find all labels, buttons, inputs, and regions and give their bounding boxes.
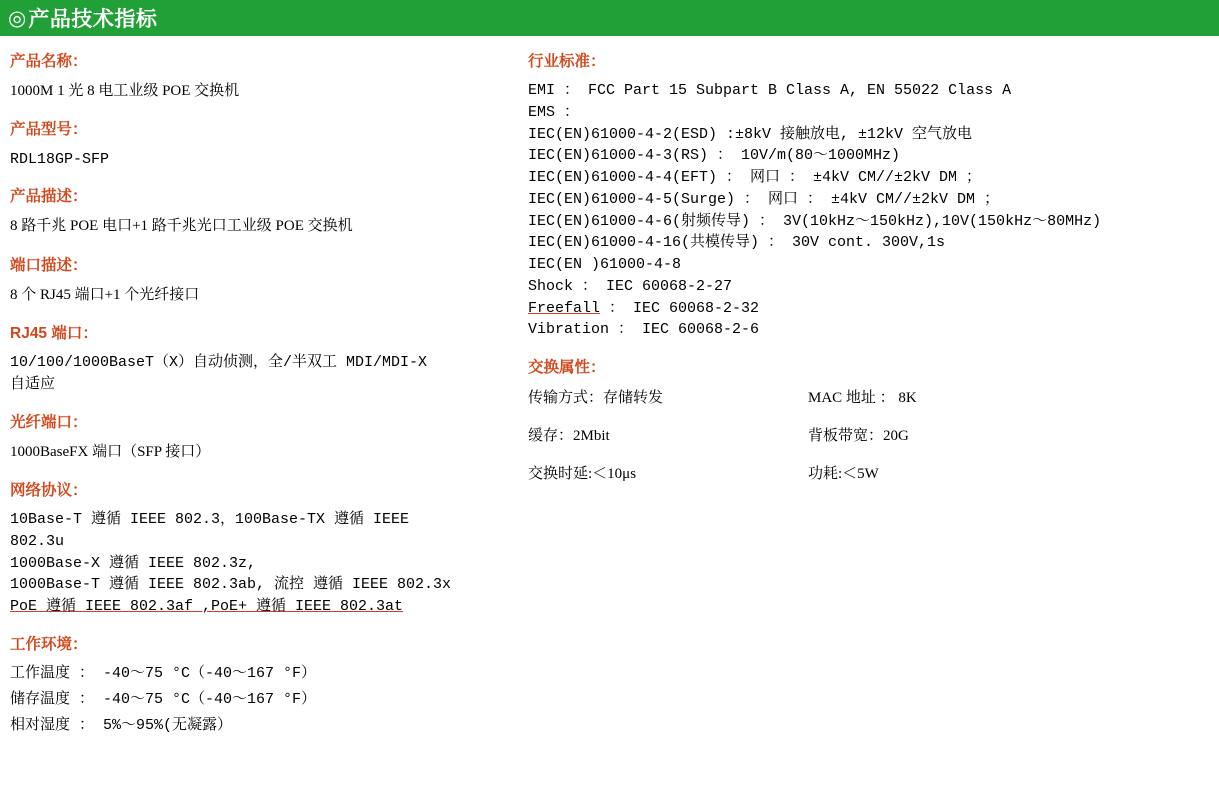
section-heading: 光纤端口：	[10, 413, 88, 431]
standards-term-freefall: Freefall	[528, 299, 601, 317]
section-heading: 产品描述：	[10, 188, 88, 206]
page-header-bar	[0, 0, 1219, 36]
section-port-description	[10, 256, 500, 307]
section-line: 802.3u	[10, 532, 65, 550]
attribute-cell: MAC 地址 ： 8K	[808, 390, 917, 407]
standards-line: EMI ： FCC Part 15 Subpart B Class A, EN 55022 Class A	[528, 82, 1012, 100]
section-fiber-port	[10, 413, 500, 464]
section-line: 1000Base-T 遵循 IEEE 802.3ab, 流控 遵循 IEEE 802.3x	[10, 576, 452, 594]
standards-line: IEC(EN)61000-4-3(RS) ： 10V/m(80～1000MHz)	[528, 147, 901, 165]
attribute-cell: 背板带宽：20G	[808, 428, 909, 445]
standards-line	[528, 298, 1198, 320]
section-product-name	[10, 52, 500, 103]
right-column	[528, 52, 1198, 502]
standards-line-rest: ： IEC 60068-2-32	[600, 299, 760, 317]
section-line: 自适应	[10, 375, 56, 393]
section-heading: 工作环境：	[10, 635, 88, 653]
section-heading: 端口描述：	[10, 256, 88, 274]
attribute-cell: 功耗:＜5W	[808, 466, 879, 483]
section-line: 8 路千兆 POE 电口+1 路千兆光口工业级 POE 交换机	[10, 218, 353, 235]
section-switch-attributes	[528, 358, 1198, 485]
attribute-cell: 交换时延:＜10μs	[528, 466, 637, 483]
section-line: 储存温度 ： -40～75 °C（-40～167 °F）	[10, 690, 317, 708]
standards-line: IEC(EN)61000-4-16(共模传导) ： 30V cont. 300V,1s	[528, 234, 946, 252]
section-heading: 行业标准：	[528, 53, 606, 70]
circle-mark-icon: ◎	[8, 5, 27, 30]
standards-line: Vibration ： IEC 60068-2-6	[528, 321, 760, 339]
section-heading: 产品型号：	[10, 121, 88, 139]
section-line: RDL18GP-SFP	[10, 150, 110, 168]
section-heading: 产品名称：	[10, 53, 88, 70]
section-heading: RJ45 端口：	[10, 325, 98, 343]
left-column	[10, 52, 500, 753]
section-product-model	[10, 120, 500, 170]
switch-attribute-grid	[528, 388, 1198, 485]
section-line: 相对湿度 ： 5%～95%(无凝露）	[10, 716, 233, 734]
section-line: 10/100/1000BaseT（X）自动侦测，全/半双工 MDI/MDI-X	[10, 354, 428, 372]
standards-line: IEC(EN )61000-4-8	[528, 256, 682, 274]
section-line: 8 个 RJ45 端口+1 个光纤接口	[10, 286, 200, 303]
attribute-cell: 传输方式：存储转发	[528, 390, 664, 407]
section-line: 1000M 1 光 8 电工业级 POE 交换机	[10, 83, 240, 100]
standards-line: IEC(EN)61000-4-4(EFT) ： 网口 ： ±4kV CM//±2kV DM ；	[528, 169, 982, 187]
page-title: 产品技术指标	[28, 8, 158, 31]
section-line: 10Base-T 遵循 IEEE 802.3，100Base-TX 遵循 IEEE	[10, 511, 410, 529]
standards-line: EMS ：	[528, 103, 580, 121]
section-line: PoE 遵循 IEEE 802.3af ,PoE+ 遵循 IEEE 802.3at	[10, 598, 404, 616]
attribute-cell: 缓存：2Mbit	[528, 428, 610, 445]
section-line: 1000Base-X 遵循 IEEE 802.3z,	[10, 554, 257, 572]
section-industry-standards	[528, 52, 1198, 341]
section-network-protocol	[10, 481, 500, 618]
section-operating-environment	[10, 635, 500, 736]
standards-line: IEC(EN)61000-4-6(射频传导) ： 3V(10kHz～150kHz),10V(150kHz～80MHz)	[528, 212, 1102, 230]
standards-line: IEC(EN)61000-4-2(ESD) :±8kV 接触放电, ±12kV 空气放电	[528, 125, 973, 143]
section-heading: 交换属性：	[528, 359, 606, 377]
section-line: 工作温度 ： -40～75 °C（-40～167 °F）	[10, 665, 317, 683]
section-product-description	[10, 187, 500, 238]
section-line: 1000BaseFX 端口（SFP 接口）	[10, 443, 211, 460]
section-heading: 网络协议：	[10, 482, 88, 500]
standards-line: Shock ： IEC 60068-2-27	[528, 277, 733, 295]
standards-list	[528, 80, 1198, 341]
section-rj45-port	[10, 324, 500, 396]
standards-line: IEC(EN)61000-4-5(Surge) ： 网口 ： ±4kV CM//±2kV DM ；	[528, 190, 1000, 208]
